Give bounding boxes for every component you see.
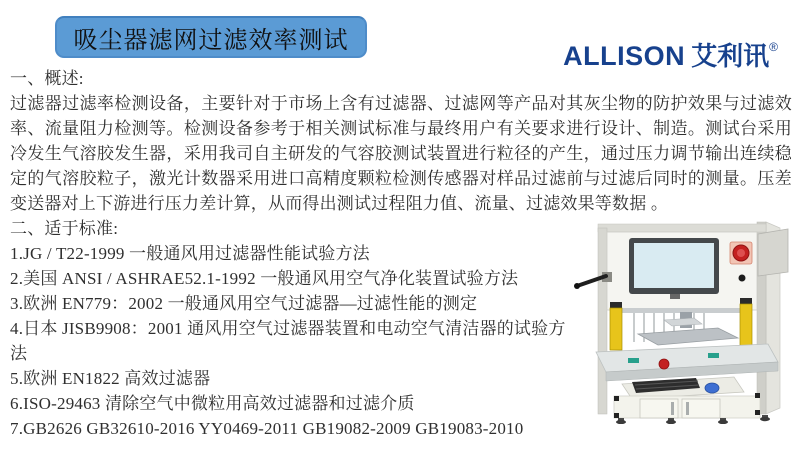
standard-item-6: 6.ISO-29463 清除空气中微粒用高效过滤器和过滤介质 (10, 394, 415, 413)
monitor (629, 238, 719, 299)
section-heading-overview: 一、概述: (10, 69, 84, 88)
standard-item-3: 3.欧洲 EN779：2002 一般通风用空气过滤器—过滤性能的测定 (10, 294, 478, 313)
body-content (10, 66, 792, 441)
stainless-table (596, 344, 778, 381)
door-handle (686, 402, 689, 415)
title-banner (55, 16, 367, 58)
standard-item-2: 2.美国 ANSI / ASHRAE52.1-1992 一般通风用空气净化装置试验方法 (10, 269, 519, 288)
overview-paragraph: 过滤器过滤率检测设备，主要针对于市场上含有过滤器、过滤网等产品对其灰尘物的防护效果与过滤效率、流量阻力检测等。检测设备参考于相关测试标准与最终用户有关要求进行设计、制造。测试台采用冷发生气溶胶发生器，采用我司自主研发的气容胶测试装置进行粒径的产生，通过压力调节输出连续稳定的气溶胶粒子，激光计数器采用进口高精度颗粒检测传感器对样品过滤前与过滤后同时的测量。压差变送器对上下游进行压力差计算，从而得出测试过程阻力值、流量、过滤效果等数据 。 (10, 94, 792, 213)
power-button (739, 275, 746, 282)
registered-trademark-icon: ® (769, 39, 778, 54)
toggle-clamp (708, 353, 719, 358)
page-title: 吸尘器滤网过滤效率测试 (73, 27, 349, 54)
test-machine-photo (572, 212, 792, 424)
section-heading-standards: 二、适于标准: (10, 219, 119, 238)
test-fixture (638, 318, 738, 345)
cabinet (614, 393, 760, 418)
standard-item-5: 5.欧洲 EN1822 高效过滤器 (10, 369, 211, 388)
standard-item-4: 4.日本 JISB9908：2001 通风用空气过滤器装置和电动空气清洁器的试验方法 (10, 319, 566, 363)
machine-top-right-box (758, 229, 788, 276)
mouse (705, 383, 719, 393)
red-knob (659, 359, 669, 369)
brand-name-en: ALLISON (563, 41, 686, 71)
emergency-stop-button (730, 242, 752, 264)
standard-item-7: 7.GB2626 GB32610-2016 YY0469-2011 GB19082-2009 GB19083-2010 (10, 419, 524, 438)
door-handle (671, 402, 674, 415)
toggle-clamp (628, 358, 639, 363)
brand-name-cn: 艾利讯 (691, 41, 770, 71)
standard-item-1: 1.JG / T22-1999 一般通风用过滤器性能试验方法 (10, 244, 370, 263)
